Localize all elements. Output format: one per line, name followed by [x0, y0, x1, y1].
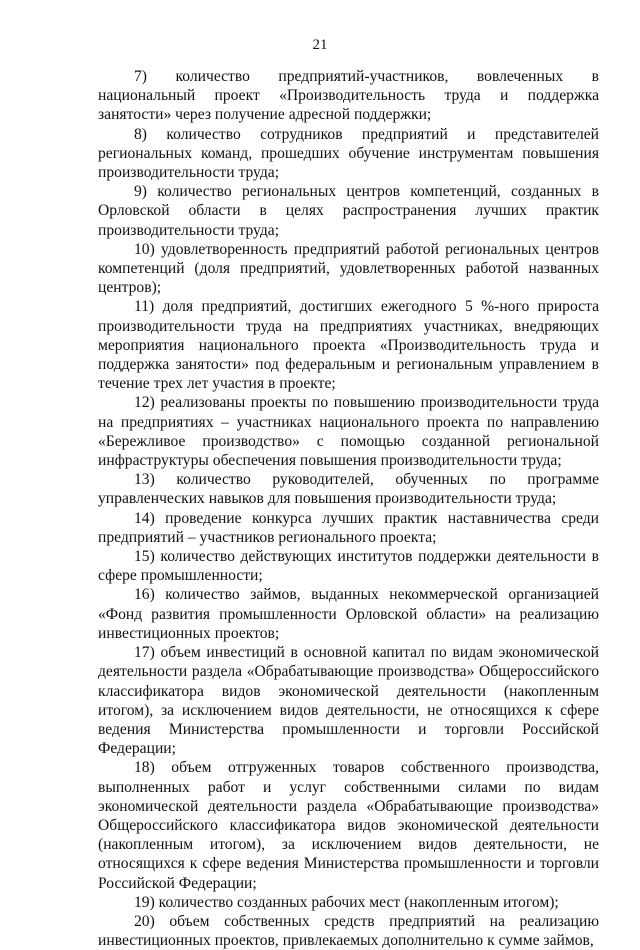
list-item: 11) доля предприятий, достигших ежегодного 5 %-ного прироста производительности труда на предприятиях участниках, внедряющих мероприятия национального проекта «Производительность труда и поддержка занятости» под федеральным и региональным управлением в течение трех лет участия в проекте; [98, 298, 599, 393]
list-item: 15) количество действующих институтов поддержки деятельности в сфере промышленности; [98, 548, 599, 585]
list-item: 7) количество предприятий-участников, вовлеченных в национальный проект «Производительность труда и поддержка занятости» через получение адресной поддержки; [98, 68, 599, 124]
list-item: 12) реализованы проекты по повышению производительности труда на предприятиях – участниках национального проекта по направлению «Бережливое производство» с помощью созданной региональной инфраструктуры обеспечения повышения производительности труда; [98, 394, 599, 470]
list-item: 8) количество сотрудников предприятий и представителей региональных команд, прошедших обучение инструментам повышения производительности труда; [98, 125, 599, 182]
list-item: 13) количество руководителей, обученных по программе управленческих навыков для повышения производительности труда; [98, 471, 599, 508]
document-body [98, 67, 599, 950]
list-item: 17) объем инвестиций в основной капитал по видам экономической деятельности раздела «Обрабатывающие производства» Общероссийского классификатора видов экономической деятельности (накопленным итогом), за исключением видов деятельности, не относящихся к сфере ведения Министерства промышленности и торговли Российской Федерации; [98, 644, 599, 758]
page-number: 21 [312, 37, 328, 53]
list-item: 14) проведение конкурса лучших практик наставничества среди предприятий – участников регионального проекта; [98, 509, 599, 546]
list-item: 20) объем собственных средств предприятий на реализацию инвестиционных проектов, привлекаемых дополнительно к сумме займов, [98, 912, 599, 950]
list-item: 9) количество региональных центров компетенций, созданных в Орловской области в целях распространения лучших практик производительности труда; [98, 183, 599, 239]
list-item: 16) количество займов, выданных некоммерческой организацией «Фонд развития промышленности Орловской области» на реализацию инвестиционных проектов; [98, 586, 599, 642]
list-item: 18) объем отгруженных товаров собственного производства, выполненных работ и услуг собственными силами по видам экономической деятельности раздела «Обрабатывающие производства» Общероссийского классификатора видов экономической деятельности (накопленным итогом), за исключением видов деятельности, не относящихся к сфере ведения Министерства промышленности и торговли Российской Федерации; [98, 759, 599, 892]
list-item: 19) количество созданных рабочих мест (накопленным итогом); [134, 893, 559, 911]
list-item: 10) удовлетворенность предприятий работой региональных центров компетенций (доля предприятий, удовлетворенных работой названных центров); [98, 240, 599, 297]
